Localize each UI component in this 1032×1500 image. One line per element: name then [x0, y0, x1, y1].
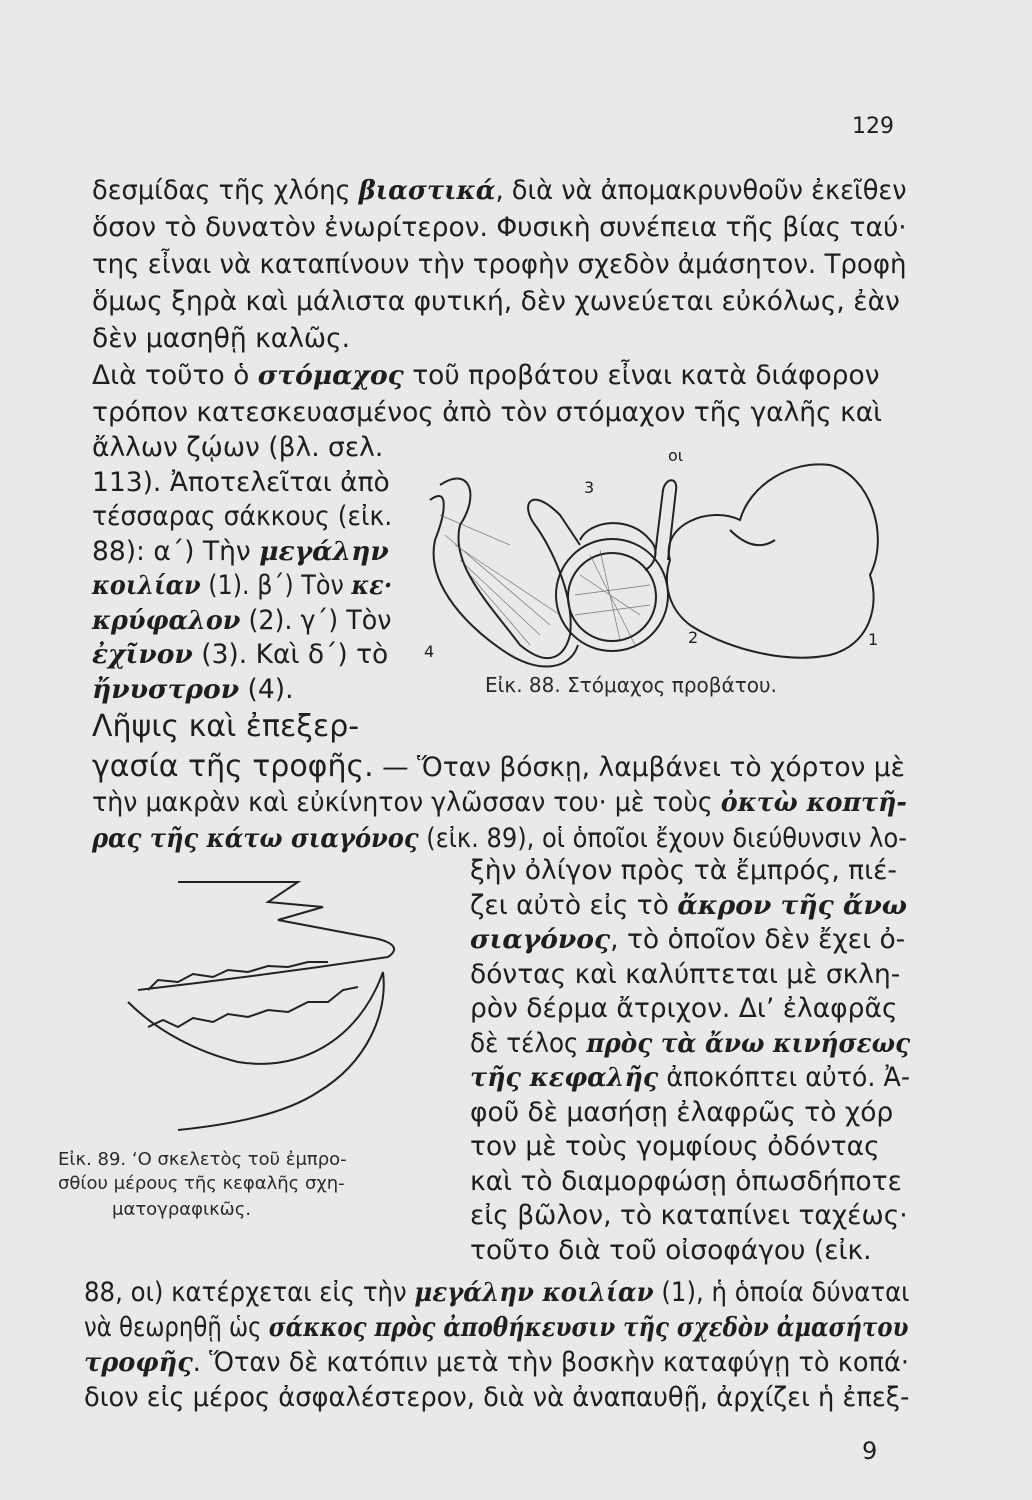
text-run: ὅμως ξηρὰ καὶ μάλιστα φυτική, δὲν χωνεύεται εὐκόλως, ἐὰν — [92, 286, 900, 317]
text-line — [92, 823, 907, 854]
text-line — [470, 993, 898, 1024]
section-heading — [92, 749, 905, 784]
figure-89-jaw-drawing — [118, 862, 408, 1132]
text-line — [470, 855, 897, 886]
text-line — [92, 323, 351, 354]
text-run: δεσμίδας τῆς χλόης — [92, 175, 359, 206]
text-line — [470, 1096, 894, 1128]
text-run: ὅσον τὸ δυνατὸν ἐνωρίτερον. Φυσικὴ συνέπεια τῆς βίας ταύ· — [92, 212, 907, 243]
emphasis-text: μεγάλην κοιλίαν — [414, 1277, 654, 1308]
text-line — [92, 175, 907, 206]
emphasis-text: ἤνυστρον — [92, 673, 240, 705]
text-line — [92, 535, 389, 567]
emphasis-text: βιαστικά — [358, 175, 496, 206]
text-line — [92, 286, 900, 317]
emphasis-text: κρύφαλον — [92, 604, 241, 636]
text-line — [92, 212, 907, 243]
text-run: καὶ τὸ διαμορφώσῃ ὁπωσδήποτε — [470, 1165, 902, 1197]
text-line — [92, 397, 883, 428]
figure-88-stomach-drawing — [400, 445, 880, 675]
text-run: ἄλλων ζῴων (βλ. σελ. — [92, 432, 384, 463]
emphasis-text: ἄκρον τῆς ἄνω — [677, 889, 908, 921]
text-line — [470, 1027, 911, 1059]
text-line — [84, 1347, 910, 1378]
heading-text: Λῆψις καὶ ἐπεξερ- — [92, 709, 360, 744]
emphasis-text: τροφῆς — [84, 1347, 193, 1378]
emphasis-text: ἐχῖνον — [92, 639, 193, 670]
text-run: Διὰ τοῦτο ὁ — [92, 360, 258, 391]
figure-88-label-4: 4 — [424, 642, 435, 661]
text-run: (1), ἡ ὁποία δύναται — [653, 1277, 910, 1308]
emphasis-text: μεγάλην — [259, 535, 389, 567]
text-run: δὲν μασηθῇ καλῶς. — [92, 323, 351, 354]
text-line — [92, 466, 390, 498]
figure-89-caption-line-2: σθίου μέρους τῆς κεφαλῆς σχη- — [58, 1173, 345, 1194]
text-run: (3). Καὶ δ΄) τὸ — [192, 639, 389, 670]
figure-89-caption-line-1: Εἰκ. 89. ‘Ο σκελετὸς τοῦ ἐμπρο- — [58, 1149, 347, 1170]
emphasis-text: στόμαχος — [257, 360, 404, 391]
emphasis-text: κε· — [351, 570, 393, 601]
figure-88-label-oi: οι — [668, 446, 684, 465]
text-run: τρόπον κατεσκευασμένος ἀπὸ τὸν στόμαχον τῆς γαλῆς καὶ — [92, 397, 883, 428]
text-line — [84, 1382, 910, 1413]
emphasis-text: ὀκτὼ κοπτῆ- — [720, 787, 907, 818]
text-run: τον μὲ τοὺς γομφίους ὀδόντας — [470, 1131, 880, 1162]
text-line — [84, 1312, 909, 1343]
text-run: (εἰκ. 89), οἱ ὁποῖοι ἔχουν διεύθυνσιν λο- — [418, 823, 907, 854]
figure-88-label-3: 3 — [584, 478, 595, 497]
text-run: ζει αὐτὸ εἰς τὸ — [470, 889, 678, 921]
text-run: τὴν μακρὰν καὶ εὐκίνητον γλῶσσαν του· μὲ τοὺς — [92, 787, 721, 818]
text-run: τέσσαρας σάκκους (εἰκ. — [92, 501, 393, 532]
heading-text: γασία τῆς τροφῆς. — [92, 749, 374, 784]
text-line — [470, 1165, 902, 1197]
text-run: ρὸν δέρμα ἄτριχον. Δι’ ἐλαφρᾶς — [470, 993, 898, 1024]
page-number: 129 — [852, 114, 894, 139]
text-run: , τὸ ὁποῖον δὲν ἔχει ὀ- — [610, 924, 906, 955]
text-run: . Ὅταν δὲ κατόπιν μετὰ τὴν βοσκὴν καταφύγῃ τὸ κοπά· — [192, 1347, 910, 1378]
text-line — [92, 360, 880, 391]
text-line — [92, 501, 393, 532]
text-run: (2). γ΄) Τὸν — [240, 604, 392, 636]
text-line — [92, 639, 389, 670]
text-run: της εἶναι νὰ καταπίνουν τὴν τροφὴν σχεδὸν ἀμάσητον. Τροφὴ — [92, 249, 907, 280]
text-run: , διὰ νὰ ἀπομακρυνθοῦν ἐκεῖθεν — [495, 175, 907, 206]
text-line — [92, 673, 294, 705]
text-line — [470, 889, 908, 921]
text-run: — Ὅταν βόσκῃ, λαμβάνει τὸ χόρτον μὲ — [373, 752, 905, 783]
emphasis-text: πρὸς τὰ ἄνω κινήσεως — [586, 1027, 911, 1059]
text-run: φοῦ δὲ μασήσῃ ἐλαφρῶς τὸ χόρ — [470, 1096, 894, 1128]
text-run: 88, οι) κατέρχεται εἰς τὴν — [84, 1277, 415, 1308]
text-run: (1). β΄) Τὸν — [200, 570, 352, 601]
text-line — [470, 924, 906, 955]
text-line — [92, 432, 384, 463]
figure-88-caption: Εἰκ. 88. Στόμαχος προβάτου. — [485, 673, 777, 697]
text-line — [84, 1277, 910, 1308]
text-run: 88): α΄) Τὴν — [92, 535, 260, 567]
text-run: δὲ τέλος — [470, 1027, 587, 1059]
text-line — [92, 249, 907, 280]
text-run: νὰ θεωρηθῇ ὡς — [84, 1312, 269, 1343]
text-line — [92, 604, 392, 636]
figure-88-label-2: 2 — [688, 628, 699, 647]
figure-89-caption-line-3: ματογραφικῶς. — [112, 1199, 252, 1220]
emphasis-text: ρας τῆς κάτω σιαγόνος — [92, 823, 419, 854]
text-run: τοῦτο διὰ τοῦ οἰσοφάγου (εἰκ. — [470, 1234, 872, 1266]
text-run: δόντας καὶ καλύπτεται μὲ σκλη- — [470, 958, 901, 990]
text-run: (4). — [239, 673, 294, 705]
emphasis-text: τῆς κεφαλῆς — [470, 1062, 659, 1093]
text-line — [470, 1062, 911, 1093]
text-line — [470, 958, 901, 990]
text-line — [470, 1200, 908, 1231]
emphasis-text: σιαγόνος — [470, 924, 611, 955]
text-line — [92, 570, 393, 601]
text-run: διον εἰς μέρος ἀσφαλέστερον, διὰ νὰ ἀναπαυθῇ, ἀρχίζει ἡ ἐπεξ- — [84, 1382, 910, 1413]
text-run: εἰς βῶλον, τὸ καταπίνει ταχέως· — [470, 1200, 908, 1231]
emphasis-text: κοιλίαν — [92, 570, 201, 601]
signature-mark: 9 — [862, 1437, 878, 1465]
text-run: 113). Ἀποτελεῖται ἀπὸ — [92, 466, 390, 498]
text-run: ξὴν ὀλίγον πρὸς τὰ ἔμπρός, πιέ- — [470, 855, 897, 886]
text-line — [92, 787, 907, 818]
section-heading — [92, 709, 360, 744]
figure-88-label-1: 1 — [868, 630, 879, 649]
emphasis-text: σάκκος πρὸς ἀποθήκευσιν τῆς σχεδὸν ἀμασήτου — [268, 1312, 909, 1343]
text-line — [470, 1234, 872, 1266]
text-line — [470, 1131, 880, 1162]
text-run: ἀποκόπτει αὐτό. Ἀ- — [658, 1062, 911, 1093]
text-run: τοῦ προβάτου εἶναι κατὰ διάφορον — [403, 360, 880, 391]
